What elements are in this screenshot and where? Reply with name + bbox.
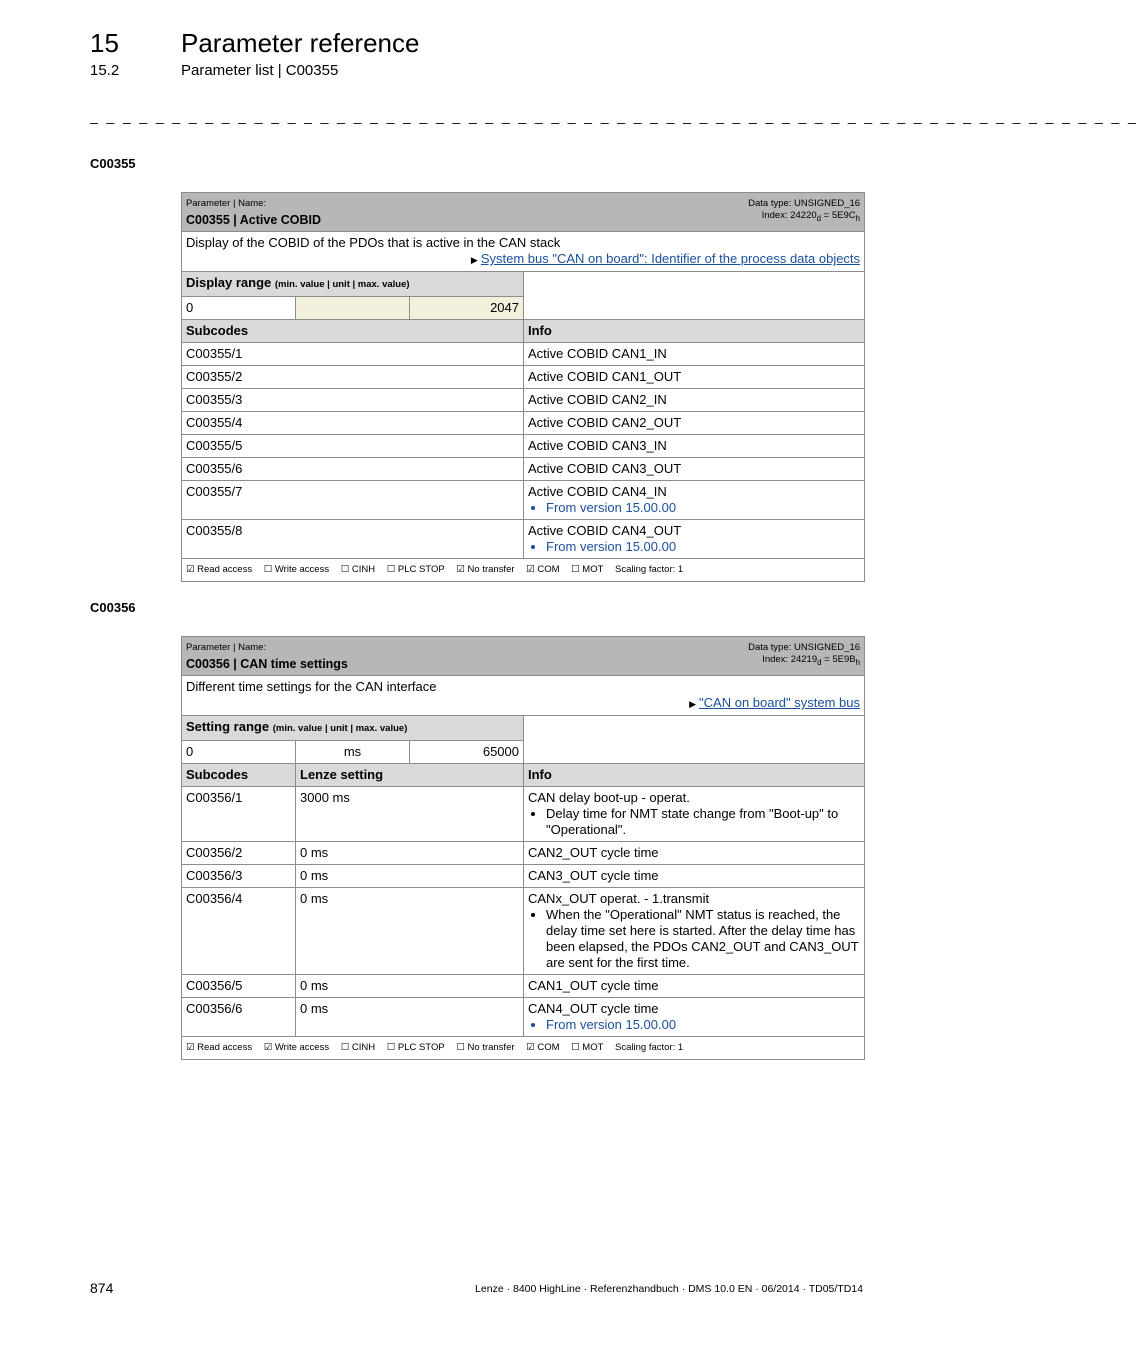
c00355-col-subcodes: Subcodes — [182, 320, 524, 343]
table-row: C00356/1 3000 ms CAN delay boot-up - operat. • Delay time for NMT state change from "Boot-up" to "Operational". — [182, 787, 865, 842]
c00356-range-header: Setting range (min. value | unit | max. value) — [182, 716, 524, 741]
c00355-range-blank — [524, 272, 865, 320]
c00356-link[interactable]: "CAN on board" system bus — [699, 695, 861, 710]
version-note: • From version 15.00.00 — [546, 1017, 860, 1033]
table-row: C00355/2 Active COBID CAN1_OUT — [182, 366, 865, 389]
table-row: C00356/6 0 ms CAN4_OUT cycle time • From version 15.00.00 — [182, 998, 865, 1037]
c00355-access-row — [182, 559, 865, 582]
table-row: C00355/3 Active COBID CAN2_IN — [182, 389, 865, 412]
version-note: • From version 15.00.00 — [546, 539, 860, 555]
c00355-range-unit — [296, 297, 410, 320]
arrow-right-icon: ▶ — [689, 699, 697, 709]
c00356-description-row — [182, 676, 865, 716]
c00355-index: Index: $24220_d = 5E9C_h$ — [761, 210, 861, 223]
com-flag: ☑ COM — [526, 1042, 560, 1053]
c00356-index: Index: $24219_d = 5E9B_h$ — [762, 654, 861, 667]
c00356-range-max: 65000 — [410, 741, 524, 764]
c00355-range-max: 2047 — [410, 297, 524, 320]
scaling-factor: Scaling factor: 1 — [615, 564, 684, 575]
cinh-flag: ☐ CINH — [340, 564, 376, 575]
header-divider: _ _ _ _ _ _ _ _ _ _ _ _ _ _ _ _ _ _ _ _ _ _ _ _ _ _ _ _ _ _ _ _ _ _ _ _ _ _ _ _ _ _ _ _ _ _ _ _ _ _ _ _ _ _ _ _ _ _ _ _ _ _ _ _ — [90, 108, 1138, 124]
arrow-right-icon: ▶ — [470, 255, 478, 265]
c00356-table — [181, 636, 865, 1060]
write-access-flag: ☐ Write access — [263, 564, 330, 575]
table-row: C00355/7 Active COBID CAN4_IN • From version 15.00.00 — [182, 481, 865, 520]
c00355-col-info: Info — [524, 320, 865, 343]
c00356-col-subcodes: Subcodes — [182, 764, 296, 787]
c00356-name-label: Parameter | Name: — [186, 642, 267, 653]
table-row: C00355/4 Active COBID CAN2_OUT — [182, 412, 865, 435]
c00356-col-info: Info — [524, 764, 865, 787]
c00356-range-unit: ms — [296, 741, 410, 764]
c00356-header-row — [182, 637, 865, 676]
chapter-title: Parameter reference — [181, 28, 420, 58]
c00355-type-info — [748, 198, 860, 225]
plc-stop-flag: ☐ PLC STOP — [386, 564, 445, 575]
c00355-param-name: C00355 | Active COBID — [186, 213, 322, 227]
c00355-link[interactable]: System bus "CAN on board": Identifier of the process data objects — [480, 251, 861, 266]
scaling-factor: Scaling factor: 1 — [615, 1042, 684, 1053]
mot-flag: ☐ MOT — [571, 564, 604, 575]
c00355-description-row — [182, 232, 865, 272]
c00356-param-name: C00356 | CAN time settings — [186, 657, 348, 671]
read-access-flag: ☑ Read access — [186, 1042, 253, 1053]
page-number: 874 — [90, 1280, 114, 1296]
document-info: Lenze · 8400 HighLine · Referenzhandbuch · DMS 10.0 EN · 06/2014 · TD05/TD14 — [475, 1283, 863, 1295]
cinh-flag: ☐ CINH — [340, 1042, 376, 1053]
table-row: C00355/6 Active COBID CAN3_OUT — [182, 458, 865, 481]
write-access-flag: ☑ Write access — [263, 1042, 330, 1053]
c00355-data-type: Data type: UNSIGNED_16 — [748, 198, 861, 209]
c00356-heading: C00356 — [90, 600, 136, 615]
c00356-access-row — [182, 1037, 865, 1060]
c00356-description: Different time settings for the CAN interface — [186, 679, 437, 694]
c00355-description: Display of the COBID of the PDOs that is active in the CAN stack — [186, 235, 561, 250]
plc-stop-flag: ☐ PLC STOP — [386, 1042, 445, 1053]
c00356-col-lenze: Lenze setting — [296, 764, 524, 787]
table-row: C00356/3 0 ms CAN3_OUT cycle time — [182, 865, 865, 888]
read-access-flag: ☑ Read access — [186, 564, 253, 575]
section-number: 15.2 — [90, 62, 120, 79]
c00355-range-min: 0 — [182, 297, 296, 320]
com-flag: ☑ COM — [526, 564, 560, 575]
table-row: C00356/4 0 ms CANx_OUT operat. - 1.transmit • When the "Operational" NMT status is reached, the delay time set here is started. After the delay time has been elapsed, the PDOs CAN2_OUT and CAN3_OUT are sent for the first time. — [182, 888, 865, 975]
no-transfer-flag: ☐ No transfer — [456, 1042, 515, 1053]
c00355-heading: C00355 — [90, 156, 136, 171]
version-note: • From version 15.00.00 — [546, 500, 860, 516]
section-title: Parameter list | C00355 — [181, 62, 339, 79]
c00355-name-label: Parameter | Name: — [186, 198, 267, 209]
c00356-range-min: 0 — [182, 741, 296, 764]
c00355-range-header: Display range (min. value | unit | max. value) — [182, 272, 524, 297]
table-row: C00355/1 Active COBID CAN1_IN — [182, 343, 865, 366]
no-transfer-flag: ☑ No transfer — [456, 564, 515, 575]
c00356-data-type: Data type: UNSIGNED_16 — [748, 642, 861, 653]
mot-flag: ☐ MOT — [571, 1042, 604, 1053]
c00355-header-row — [182, 193, 865, 232]
chapter-number: 15 — [90, 28, 119, 58]
table-row: C00355/5 Active COBID CAN3_IN — [182, 435, 865, 458]
table-row: C00355/8 Active COBID CAN4_OUT • From version 15.00.00 — [182, 520, 865, 559]
c00356-range-blank — [524, 716, 865, 764]
table-row: C00356/2 0 ms CAN2_OUT cycle time — [182, 842, 865, 865]
c00355-table — [181, 192, 865, 582]
table-row: C00356/5 0 ms CAN1_OUT cycle time — [182, 975, 865, 998]
c00356-type-info — [748, 642, 860, 669]
